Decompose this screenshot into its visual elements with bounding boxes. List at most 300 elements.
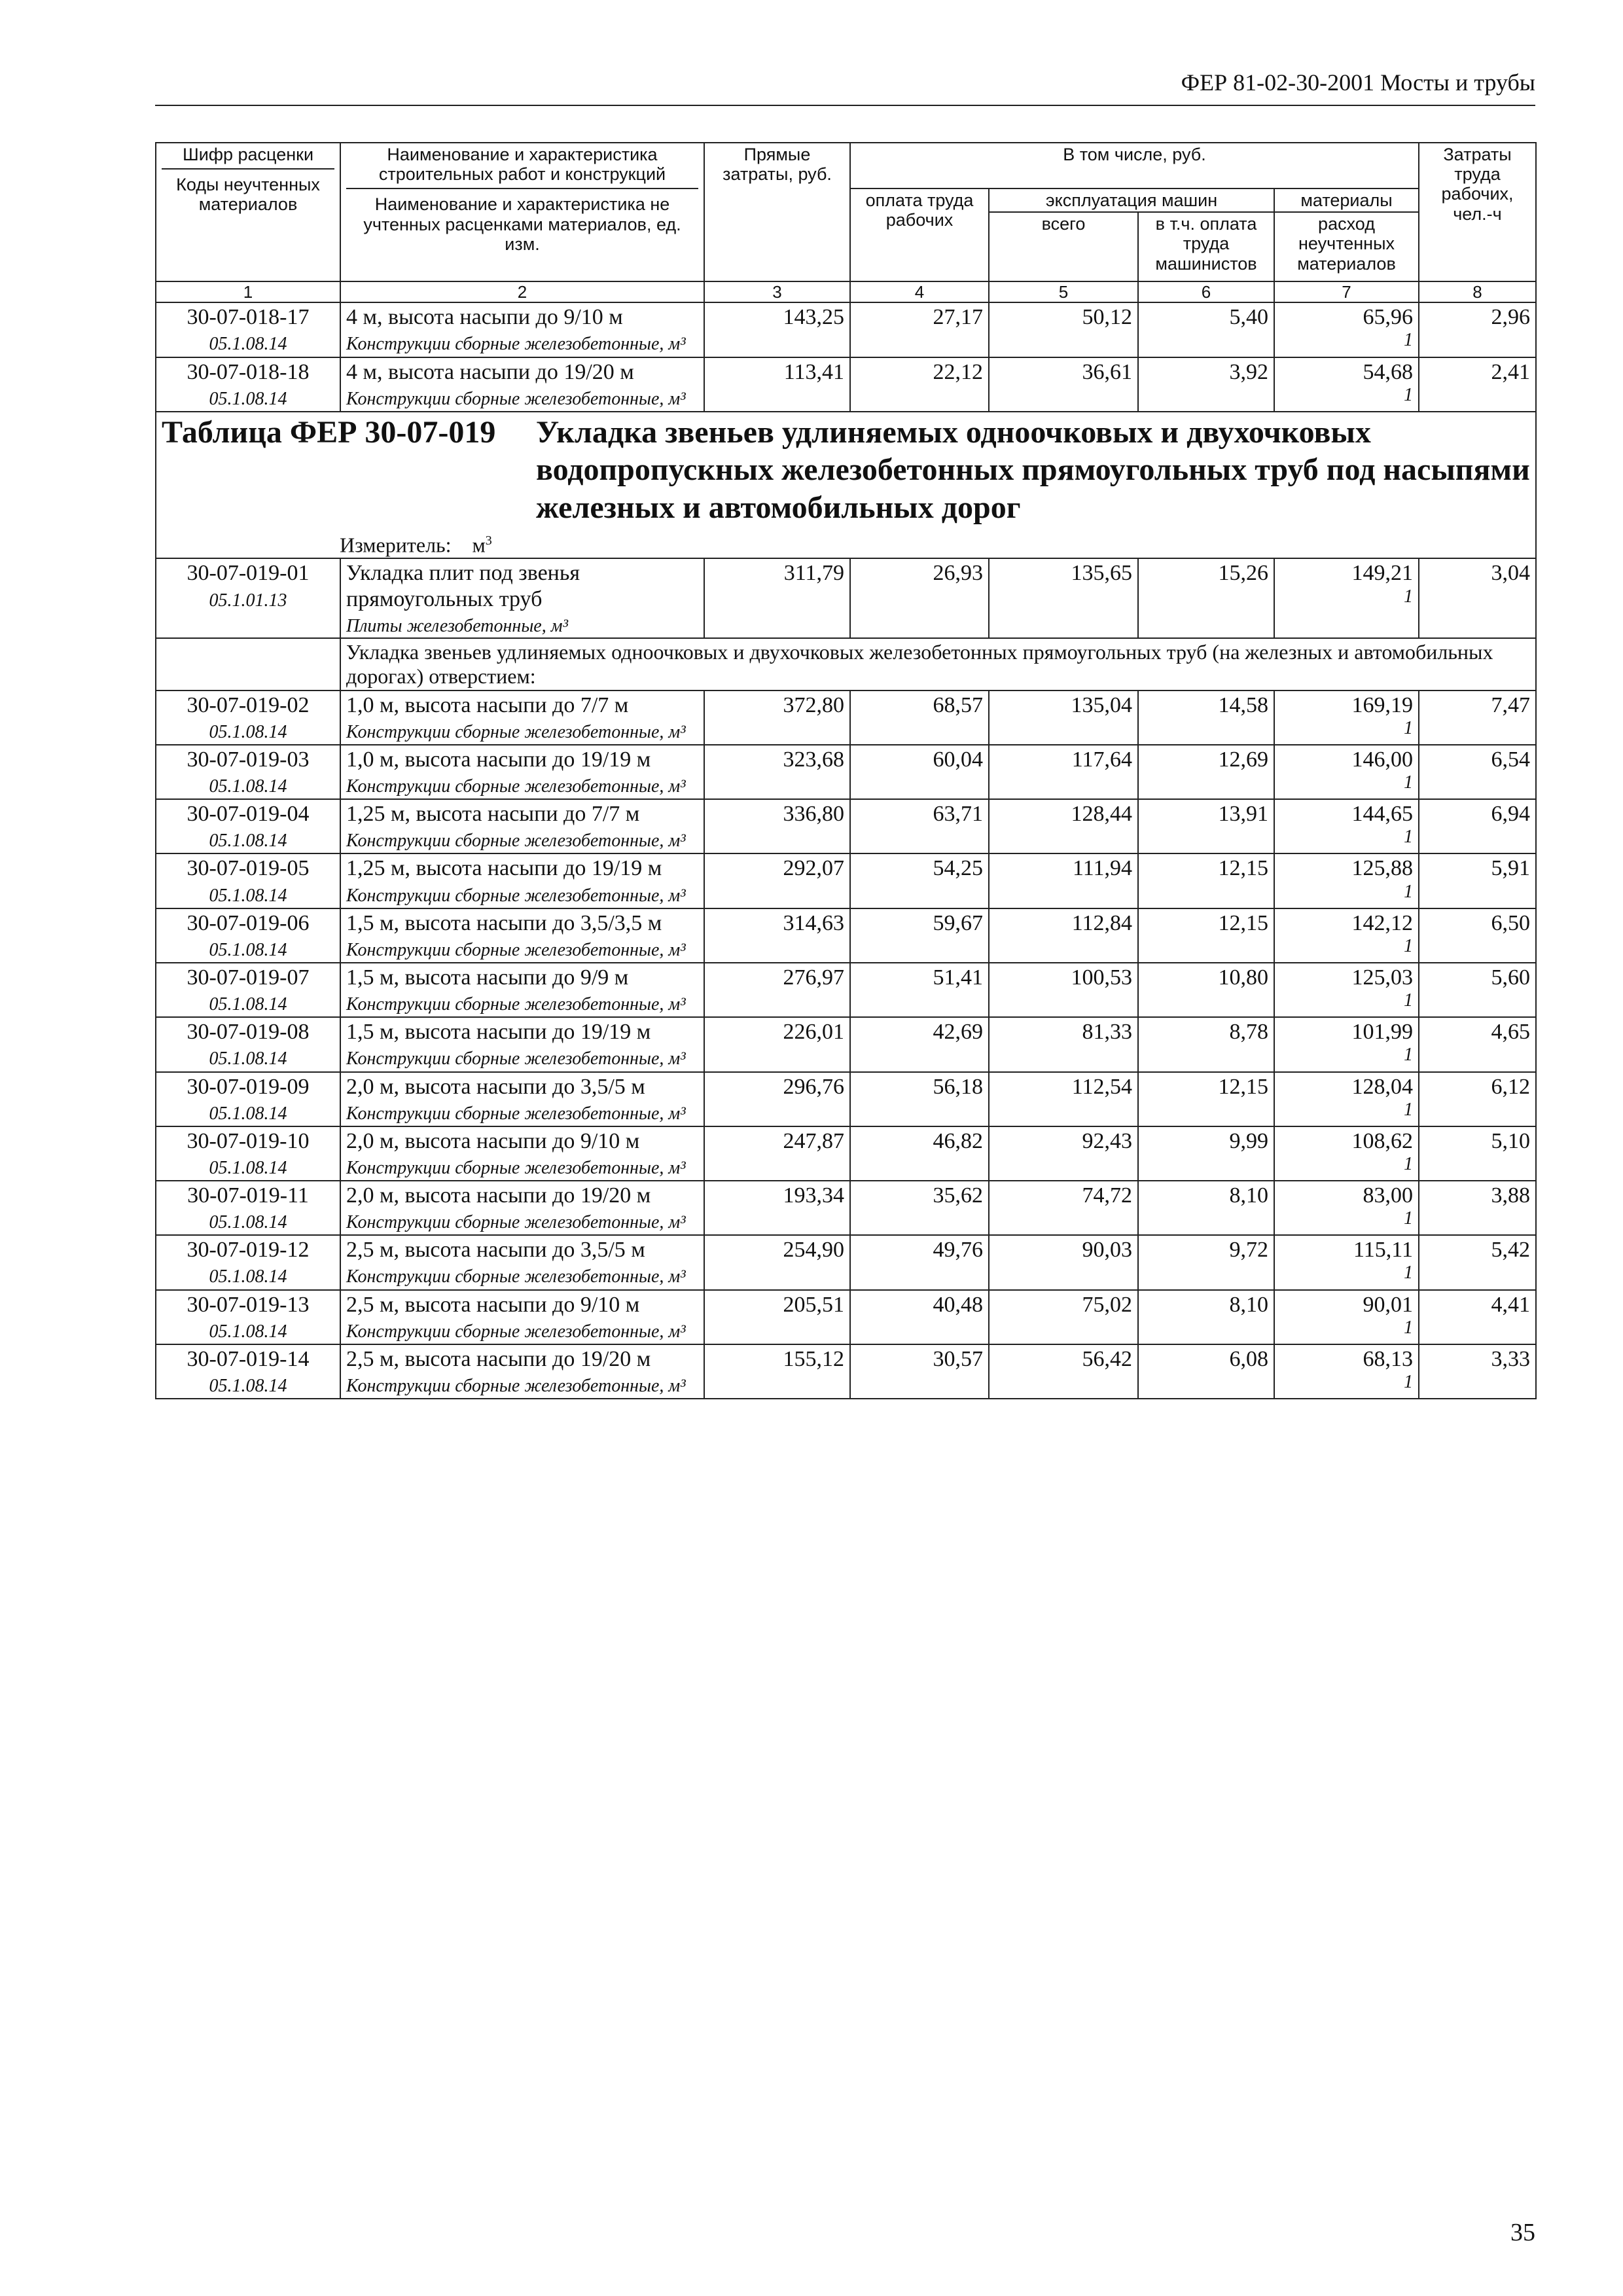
labor-hours: 5,60	[1491, 965, 1530, 990]
material-code: 05.1.08.14	[209, 1266, 287, 1287]
machinist-pay: 6,08	[1229, 1346, 1268, 1371]
material-consumption: 1	[1404, 586, 1413, 607]
section-title-cell	[156, 412, 1536, 559]
material-code: 05.1.08.14	[209, 334, 287, 355]
direct-cost-cell	[704, 908, 850, 963]
material-name: Конструкции сборные железобетонные, м³	[346, 994, 686, 1015]
material-code: 05.1.08.14	[209, 1103, 287, 1124]
rate-code-cell	[156, 745, 340, 799]
work-name-cell	[340, 1126, 704, 1181]
table-row	[156, 558, 1536, 638]
rate-code: 30-07-018-17	[187, 305, 310, 330]
direct-cost-cell	[704, 963, 850, 1017]
rows-018	[156, 302, 1536, 412]
labor-pay-cell	[850, 302, 989, 357]
rate-code-cell	[156, 1344, 340, 1399]
section-title: Укладка звеньев удлиняемых одноочковых и двухочковых водопропускных железобетонных прямоугольных труб под насыпями железных и автомобильных дорог	[536, 414, 1530, 525]
measurer-power: 3	[485, 533, 492, 548]
table-row	[156, 1126, 1536, 1181]
labor-hours: 5,42	[1491, 1238, 1530, 1263]
direct-cost: 372,80	[783, 692, 844, 717]
rate-code: 30-07-019-07	[187, 965, 310, 990]
material-name: Конструкции сборные железобетонные, м³	[346, 939, 686, 960]
material-name: Конструкции сборные железобетонные, м³	[346, 1049, 686, 1069]
machinist-pay: 10,80	[1218, 965, 1268, 990]
col4-header: оплата труда рабочих	[850, 188, 989, 281]
labor-pay-cell	[850, 558, 989, 638]
col5-header: всего	[989, 212, 1138, 281]
work-name-cell	[340, 1290, 704, 1344]
materials-cost-cell	[1274, 558, 1419, 638]
materials-cost-cell	[1274, 691, 1419, 745]
material-name: Плиты железобетонные, м³	[346, 615, 568, 636]
materials-cost: 68,13	[1363, 1346, 1413, 1371]
materials-cost-cell	[1274, 745, 1419, 799]
labor-pay-cell	[850, 963, 989, 1017]
material-code: 05.1.08.14	[209, 721, 287, 742]
direct-cost-cell	[704, 357, 850, 412]
column-number-1: 1	[156, 281, 340, 302]
rate-code-cell	[156, 302, 340, 357]
machines-total-cell	[989, 558, 1138, 638]
materials-cost-cell	[1274, 1344, 1419, 1399]
machines-total-cell	[989, 302, 1138, 357]
work-name: 2,5 м, высота насыпи до 3,5/5 м	[346, 1238, 645, 1263]
machinist-pay: 12,15	[1218, 1074, 1268, 1099]
materials-cost: 125,88	[1351, 856, 1413, 881]
work-name-cell	[340, 357, 704, 412]
col2-header	[340, 143, 704, 281]
column-number-3: 3	[704, 281, 850, 302]
direct-cost: 193,34	[783, 1183, 844, 1208]
work-name: 1,25 м, высота насыпи до 19/19 м	[346, 856, 662, 881]
direct-cost-cell	[704, 1072, 850, 1126]
rate-code-cell	[156, 691, 340, 745]
machinist-pay: 3,92	[1229, 359, 1268, 384]
materials-cost-cell	[1274, 357, 1419, 412]
rate-code-cell	[156, 1181, 340, 1235]
material-code: 05.1.08.14	[209, 885, 287, 906]
machines-total-cell	[989, 691, 1138, 745]
table-row	[156, 691, 1536, 745]
machinist-pay-cell	[1138, 853, 1274, 908]
materials-cost: 90,01	[1363, 1292, 1413, 1317]
rate-code: 30-07-019-12	[187, 1238, 310, 1263]
work-name: 4 м, высота насыпи до 9/10 м	[346, 305, 623, 330]
machines-total: 81,33	[1082, 1020, 1132, 1045]
labor-hours-cell	[1419, 1126, 1536, 1181]
work-name-cell	[340, 745, 704, 799]
direct-cost: 314,63	[783, 910, 844, 935]
material-consumption: 1	[1404, 1317, 1413, 1338]
section-019	[156, 412, 1536, 559]
labor-hours: 6,54	[1491, 747, 1530, 772]
material-code: 05.1.08.14	[209, 1049, 287, 1069]
machines-total-cell	[989, 1181, 1138, 1235]
work-name: Укладка плит под звенья прямоугольных труб	[346, 561, 580, 611]
page-number: 35	[1510, 2219, 1535, 2246]
rate-code-cell	[156, 963, 340, 1017]
direct-cost: 323,68	[783, 747, 844, 772]
material-consumption: 1	[1404, 1372, 1413, 1393]
machinist-pay-cell	[1138, 799, 1274, 853]
machines-total-cell	[989, 1126, 1138, 1181]
machinist-pay-cell	[1138, 908, 1274, 963]
labor-pay-cell	[850, 1017, 989, 1071]
table-row	[156, 908, 1536, 963]
col6-header: в т.ч. оплата труда машинистов	[1138, 212, 1274, 281]
table-row	[156, 1072, 1536, 1126]
machinist-pay-cell	[1138, 1126, 1274, 1181]
machinist-pay-cell	[1138, 1290, 1274, 1344]
work-name-cell	[340, 1344, 704, 1399]
labor-hours-cell	[1419, 1017, 1536, 1071]
machinist-pay: 15,26	[1218, 561, 1268, 586]
labor-hours: 6,12	[1491, 1074, 1530, 1099]
machinist-pay-cell	[1138, 357, 1274, 412]
material-name: Конструкции сборные железобетонные, м³	[346, 388, 686, 409]
machines-total: 135,65	[1071, 561, 1132, 586]
rate-code: 30-07-019-14	[187, 1346, 310, 1371]
machines-total: 90,03	[1082, 1238, 1132, 1263]
materials-cost-cell	[1274, 1235, 1419, 1289]
material-code: 05.1.08.14	[209, 776, 287, 797]
subheading-group	[156, 638, 1536, 691]
direct-cost-cell	[704, 1181, 850, 1235]
rate-code: 30-07-019-03	[187, 747, 310, 772]
direct-cost: 296,76	[783, 1074, 844, 1099]
direct-cost: 276,97	[783, 965, 844, 990]
machines-total: 135,04	[1071, 692, 1132, 717]
materials-cost: 125,03	[1351, 965, 1413, 990]
machines-total-cell	[989, 1017, 1138, 1071]
machinist-pay: 5,40	[1229, 305, 1268, 330]
labor-pay: 49,76	[933, 1238, 983, 1263]
labor-pay: 60,04	[933, 747, 983, 772]
labor-pay-cell	[850, 1126, 989, 1181]
machines-total-cell	[989, 1290, 1138, 1344]
column-number-2: 2	[340, 281, 704, 302]
material-consumption: 1	[1404, 772, 1413, 793]
work-name-cell	[340, 853, 704, 908]
table-row	[156, 357, 1536, 412]
table-row	[156, 963, 1536, 1017]
direct-cost-cell	[704, 799, 850, 853]
labor-hours: 4,41	[1491, 1292, 1530, 1317]
labor-pay: 27,17	[933, 305, 983, 330]
labor-pay: 51,41	[933, 965, 983, 990]
table-row	[156, 1235, 1536, 1289]
col3-header: Прямые затраты, руб.	[704, 143, 850, 281]
col1-header-top: Шифр расценки	[162, 145, 334, 170]
machinist-pay-cell	[1138, 1235, 1274, 1289]
labor-pay-cell	[850, 908, 989, 963]
rate-code: 30-07-019-06	[187, 910, 310, 935]
materials-cost: 144,65	[1351, 802, 1413, 827]
column-number-8: 8	[1419, 281, 1536, 302]
table-row	[156, 853, 1536, 908]
work-name: 2,0 м, высота насыпи до 3,5/5 м	[346, 1074, 645, 1099]
direct-cost: 311,79	[783, 561, 844, 586]
material-name: Конструкции сборные железобетонные, м³	[346, 1103, 686, 1124]
rate-code: 30-07-019-11	[187, 1183, 309, 1208]
direct-cost: 292,07	[783, 856, 844, 881]
rate-code-cell	[156, 1072, 340, 1126]
materials-cost: 54,68	[1363, 359, 1413, 384]
direct-cost: 254,90	[783, 1238, 844, 1263]
labor-pay: 35,62	[933, 1183, 983, 1208]
labor-pay: 54,25	[933, 856, 983, 881]
materials-cost: 128,04	[1351, 1074, 1413, 1099]
row-019-01	[156, 558, 1536, 638]
table-row	[156, 1017, 1536, 1071]
material-consumption: 1	[1404, 827, 1413, 848]
material-consumption: 1	[1404, 1153, 1413, 1174]
rate-code: 30-07-019-13	[187, 1292, 310, 1317]
measurer-unit: м	[472, 533, 486, 557]
material-name: Конструкции сборные железобетонные, м³	[346, 1321, 686, 1342]
labor-hours-cell	[1419, 963, 1536, 1017]
group-including-header: В том числе, руб.	[850, 143, 1419, 188]
labor-hours: 7,47	[1491, 692, 1530, 717]
direct-cost-cell	[704, 1126, 850, 1181]
materials-cost: 83,00	[1363, 1183, 1413, 1208]
direct-cost-cell	[704, 1017, 850, 1071]
rate-code-cell	[156, 1017, 340, 1071]
labor-hours: 4,65	[1491, 1020, 1530, 1045]
labor-hours-cell	[1419, 691, 1536, 745]
table-row	[156, 799, 1536, 853]
direct-cost-cell	[704, 745, 850, 799]
materials-cost-cell	[1274, 1017, 1419, 1071]
section-label: Таблица ФЕР 30-07-019	[162, 414, 496, 450]
direct-cost: 226,01	[783, 1020, 844, 1045]
labor-pay: 63,71	[933, 802, 983, 827]
labor-pay-cell	[850, 799, 989, 853]
labor-hours-cell	[1419, 853, 1536, 908]
machines-total: 117,64	[1071, 747, 1132, 772]
labor-hours: 3,04	[1491, 561, 1530, 586]
machines-total: 75,02	[1082, 1292, 1132, 1317]
direct-cost-cell	[704, 1290, 850, 1344]
labor-pay: 26,93	[933, 561, 983, 586]
work-name: 1,25 м, высота насыпи до 7/7 м	[346, 802, 640, 827]
machinist-pay-cell	[1138, 1181, 1274, 1235]
column-number-6: 6	[1138, 281, 1274, 302]
work-name-cell	[340, 1181, 704, 1235]
column-numbers-row	[156, 281, 1536, 302]
materials-cost-cell	[1274, 1181, 1419, 1235]
materials-cost-cell	[1274, 1072, 1419, 1126]
labor-pay-cell	[850, 1344, 989, 1399]
direct-cost: 247,87	[783, 1128, 844, 1153]
material-code: 05.1.08.14	[209, 939, 287, 960]
group-materials-header: материалы	[1274, 188, 1419, 212]
machinist-pay: 8,78	[1229, 1020, 1268, 1045]
column-number-4: 4	[850, 281, 989, 302]
machines-total-cell	[989, 908, 1138, 963]
work-name: 1,5 м, высота насыпи до 9/9 м	[346, 965, 629, 990]
rate-code: 30-07-019-09	[187, 1074, 310, 1099]
rate-code-cell	[156, 799, 340, 853]
labor-pay-cell	[850, 1181, 989, 1235]
direct-cost-cell	[704, 691, 850, 745]
rate-code: 30-07-018-18	[187, 359, 310, 384]
material-code: 05.1.08.14	[209, 994, 287, 1015]
machinist-pay: 14,58	[1218, 692, 1268, 717]
materials-cost: 146,00	[1351, 747, 1413, 772]
labor-pay-cell	[850, 745, 989, 799]
rate-code-cell	[156, 908, 340, 963]
col1-header-bottom: Коды неучтенных материалов	[176, 175, 320, 215]
labor-hours-cell	[1419, 1235, 1536, 1289]
work-name: 1,5 м, высота насыпи до 19/19 м	[346, 1020, 651, 1045]
rate-code-cell	[156, 1290, 340, 1344]
direct-cost: 113,41	[783, 359, 844, 384]
rate-code: 30-07-019-05	[187, 856, 310, 881]
material-code: 05.1.08.14	[209, 831, 287, 852]
material-consumption: 1	[1404, 881, 1413, 902]
materials-cost-cell	[1274, 799, 1419, 853]
work-name-cell	[340, 558, 704, 638]
col2-header-bottom: Наименование и характеристика не учтенных расценками материалов, ед. изм.	[363, 194, 681, 254]
materials-cost: 169,19	[1351, 692, 1413, 717]
work-name-cell	[340, 302, 704, 357]
rates-table	[155, 142, 1537, 1399]
rate-code-cell	[156, 1126, 340, 1181]
material-name: Конструкции сборные железобетонные, м³	[346, 1157, 686, 1178]
labor-pay-cell	[850, 691, 989, 745]
labor-hours-cell	[1419, 1344, 1536, 1399]
materials-cost: 149,21	[1351, 561, 1413, 586]
machines-total-cell	[989, 1344, 1138, 1399]
col7-header: расход неучтенных материалов	[1274, 212, 1419, 281]
labor-pay-cell	[850, 357, 989, 412]
machines-total: 56,42	[1082, 1346, 1132, 1371]
materials-cost-cell	[1274, 1126, 1419, 1181]
measurer-label: Измеритель:	[340, 533, 452, 557]
labor-hours: 3,33	[1491, 1346, 1530, 1371]
machines-total: 50,12	[1082, 305, 1132, 330]
machines-total: 128,44	[1071, 802, 1132, 827]
machines-total-cell	[989, 963, 1138, 1017]
table-row	[156, 1290, 1536, 1344]
machines-total-cell	[989, 745, 1138, 799]
labor-hours-cell	[1419, 1290, 1536, 1344]
direct-cost: 155,12	[783, 1346, 844, 1371]
rate-code-cell	[156, 357, 340, 412]
rate-code: 30-07-019-02	[187, 692, 310, 717]
machinist-pay: 9,72	[1229, 1238, 1268, 1263]
table-row	[156, 1181, 1536, 1235]
machinist-pay-cell	[1138, 745, 1274, 799]
subheading-blank	[156, 638, 340, 691]
work-name-cell	[340, 908, 704, 963]
rate-code-cell	[156, 558, 340, 638]
col2-header-top: Наименование и характеристика строительных работ и конструкций	[346, 145, 698, 189]
machines-total: 100,53	[1071, 965, 1132, 990]
work-name: 2,5 м, высота насыпи до 9/10 м	[346, 1292, 640, 1317]
labor-pay-cell	[850, 853, 989, 908]
labor-hours: 6,94	[1491, 802, 1530, 827]
group-machines-header: эксплуатация машин	[989, 188, 1274, 212]
work-name: 1,0 м, высота насыпи до 19/19 м	[346, 747, 651, 772]
materials-cost-cell	[1274, 302, 1419, 357]
material-code: 05.1.01.13	[209, 590, 287, 611]
machines-total: 112,54	[1071, 1074, 1132, 1099]
col8-header: Затраты труда рабочих, чел.-ч	[1419, 143, 1536, 281]
table-row	[156, 1344, 1536, 1399]
column-number-7: 7	[1274, 281, 1419, 302]
column-number-5: 5	[989, 281, 1138, 302]
machinist-pay-cell	[1138, 558, 1274, 638]
machinist-pay-cell	[1138, 691, 1274, 745]
machinist-pay: 9,99	[1229, 1128, 1268, 1153]
table-row	[156, 745, 1536, 799]
labor-pay: 22,12	[933, 359, 983, 384]
table-row	[156, 302, 1536, 357]
material-consumption: 1	[1404, 990, 1413, 1011]
materials-cost: 115,11	[1353, 1238, 1413, 1263]
direct-cost: 205,51	[783, 1292, 844, 1317]
table-header	[156, 143, 1536, 302]
labor-hours: 5,10	[1491, 1128, 1530, 1153]
machines-total-cell	[989, 1072, 1138, 1126]
labor-pay-cell	[850, 1290, 989, 1344]
material-name: Конструкции сборные железобетонные, м³	[346, 721, 686, 742]
material-consumption: 1	[1404, 1045, 1413, 1066]
labor-hours: 2,96	[1491, 305, 1530, 330]
material-consumption: 1	[1404, 1099, 1413, 1120]
machines-total: 36,61	[1082, 359, 1132, 384]
work-name-cell	[340, 1017, 704, 1071]
machinist-pay: 8,10	[1229, 1183, 1268, 1208]
machinist-pay: 12,15	[1218, 856, 1268, 881]
machines-total: 112,84	[1071, 910, 1132, 935]
material-consumption: 1	[1404, 384, 1413, 405]
material-code: 05.1.08.14	[209, 1212, 287, 1233]
rate-code-cell	[156, 853, 340, 908]
work-name-cell	[340, 691, 704, 745]
material-code: 05.1.08.14	[209, 1321, 287, 1342]
material-name: Конструкции сборные железобетонные, м³	[346, 885, 686, 906]
materials-cost-cell	[1274, 1290, 1419, 1344]
rate-code-cell	[156, 1235, 340, 1289]
labor-hours: 5,91	[1491, 856, 1530, 881]
direct-cost: 143,25	[783, 305, 844, 330]
material-name: Конструкции сборные железобетонные, м³	[346, 831, 686, 852]
machines-total: 111,94	[1073, 856, 1132, 881]
materials-cost: 101,99	[1351, 1020, 1413, 1045]
machinist-pay: 12,69	[1218, 747, 1268, 772]
header-rule	[155, 105, 1535, 106]
machinist-pay: 8,10	[1229, 1292, 1268, 1317]
materials-cost: 142,12	[1351, 910, 1413, 935]
labor-pay: 46,82	[933, 1128, 983, 1153]
direct-cost-cell	[704, 1344, 850, 1399]
materials-cost-cell	[1274, 908, 1419, 963]
machinist-pay: 12,15	[1218, 910, 1268, 935]
work-name: 1,0 м, высота насыпи до 7/7 м	[346, 692, 629, 717]
running-header: ФЕР 81-02-30-2001 Мосты и трубы	[1181, 69, 1535, 96]
labor-hours-cell	[1419, 908, 1536, 963]
labor-hours-cell	[1419, 357, 1536, 412]
labor-hours-cell	[1419, 1181, 1536, 1235]
measurer	[340, 533, 1530, 557]
labor-hours: 6,50	[1491, 910, 1530, 935]
material-name: Конструкции сборные железобетонные, м³	[346, 1376, 686, 1397]
machinist-pay-cell	[1138, 1344, 1274, 1399]
